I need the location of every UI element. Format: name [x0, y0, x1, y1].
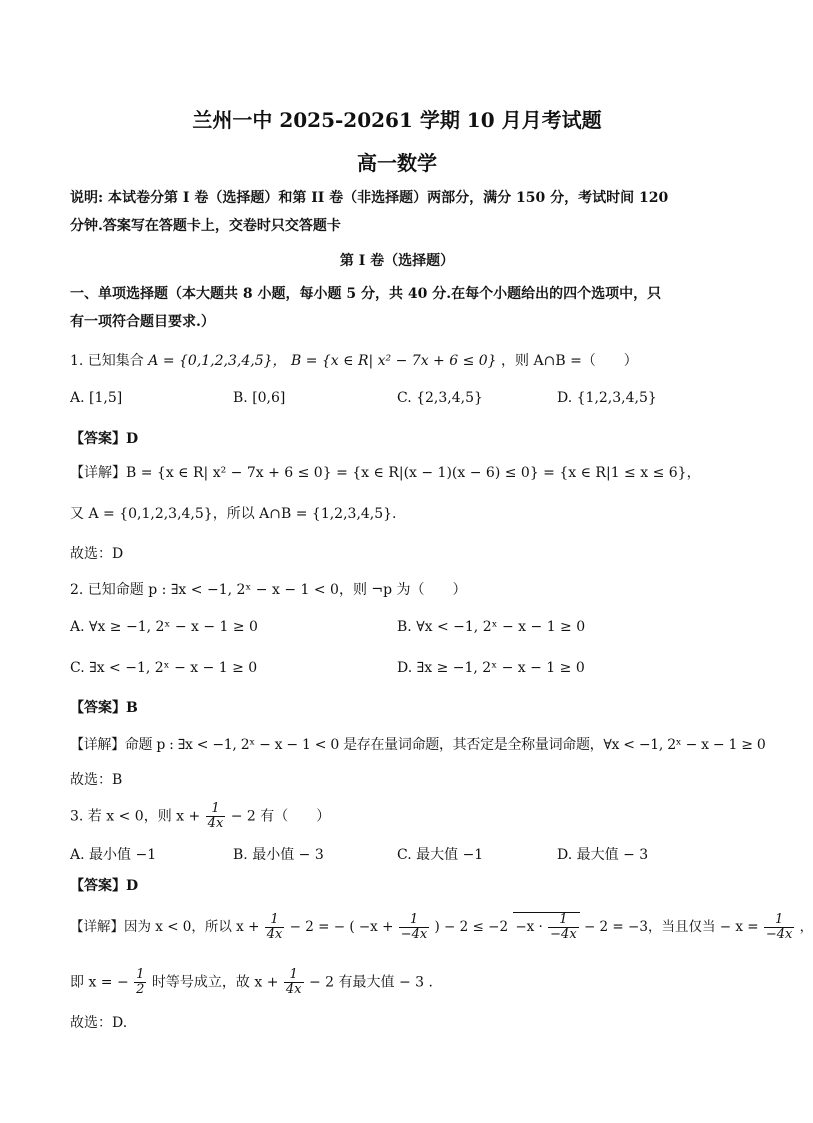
q2-detail: 【详解】命题 p : ∃x < −1, 2ˣ − x − 1 < 0 是存在量词命题，其否定是全称量词命题，∀x < −1, 2ˣ − x − 1 ≥ 0: [70, 737, 766, 753]
q1-detail-line-2: 又 A = {0,1,2,3,4,5}，所以 A∩B = {1,2,3,4,5}.: [70, 506, 397, 522]
q1-option-d: D. {1,2,3,4,5}: [557, 390, 657, 406]
q3-detail-b: − 2 = −: [289, 919, 346, 935]
q2-option-b: B. ∀x < −1, 2ˣ − x − 1 ≥ 0: [397, 619, 586, 635]
q3-detail-frac-3: [548, 913, 579, 942]
q1-option-a: A. [1,5]: [70, 390, 123, 406]
instructions-line-2: 分钟.答案写在答题卡上，交卷时只交答题卡: [70, 218, 341, 234]
q3-stem-fraction-num: 1: [206, 802, 226, 817]
q3-stem-fraction-den: 4x: [207, 816, 224, 831]
frac-den: −4x: [550, 927, 577, 942]
q1-stem-suffix: ，则 A∩B =（ ）: [501, 353, 638, 369]
q3-choice: 故选：D.: [70, 1015, 128, 1031]
q3-answer: 【答案】D: [70, 878, 139, 894]
q1-answer: 【答案】D: [70, 431, 139, 447]
exam-subject: 高一数学: [357, 151, 437, 175]
q3-detail-frac-4: [764, 913, 795, 942]
q3-detail-c: ( −x +: [349, 919, 394, 935]
q3-stem-suffix: − 2 有（ ）: [230, 808, 331, 825]
q2-choice: 故选：B: [70, 772, 123, 788]
q2-option-c: C. ∃x < −1, 2ˣ − x − 1 ≥ 0: [70, 660, 258, 676]
q3-option-a: A. 最小值 −1: [70, 847, 157, 863]
q1-choice: 故选：D: [70, 546, 124, 562]
q3-detail-frac-2: [399, 913, 430, 942]
q3-stem-fraction: [206, 802, 226, 831]
frac-num: 1: [265, 913, 285, 928]
frac-num: 1: [136, 967, 145, 982]
frac-den: −4x: [400, 927, 428, 942]
q3-detail-line-1: [70, 912, 813, 942]
q3-detail-line-2: [70, 968, 730, 997]
q1-stem: [70, 350, 730, 370]
instructions-line-1: 说明: 本试卷分第 I 卷（选择题）和第 II 卷（非选择题）两部分，满分 150 分，考试时间 120: [70, 190, 669, 206]
q3-detail-f: − 2 = −3，当且仅当 − x =: [583, 919, 759, 935]
q2-option-d: D. ∃x ≥ −1, 2ˣ − x − 1 ≥ 0: [397, 660, 585, 676]
q2-option-a: A. ∀x ≥ −1, 2ˣ − x − 1 ≥ 0: [70, 619, 258, 635]
q3-option-b: B. 最小值 − 3: [233, 847, 324, 863]
section-label: 第 I 卷（选择题）: [339, 253, 455, 269]
part1-heading-line-1: 一、单项选择题（本大题共 8 小题，每小题 5 分，共 40 分.在每个小题给出的四个选项中，只: [70, 286, 662, 302]
q3-line2-c: − 2 有最大值 − 3 .: [308, 974, 433, 991]
q3-line2-frac: [284, 968, 304, 997]
q3-stem: [70, 802, 730, 831]
q1-set-a: A = {0,1,2,3,4,5}，: [148, 353, 287, 369]
frac-num: 1: [764, 913, 795, 928]
frac-den: 4x: [266, 927, 283, 942]
q3-option-c: C. 最大值 −1: [397, 847, 484, 863]
q3-detail-frac-1: [265, 913, 285, 942]
q3-line2-half: [134, 968, 146, 997]
q3-detail-sqrt: [513, 912, 579, 942]
frac-den: −4x: [765, 927, 793, 942]
q2-answer: 【答案】B: [70, 700, 138, 716]
q3-detail-g: ，: [799, 919, 813, 935]
exam-title: 兰州一中 2025-20261 学期 10 月月考试题: [192, 108, 602, 132]
q3-line2-a: 即 x = −: [70, 974, 129, 991]
q1-stem-prefix: 1. 已知集合: [70, 353, 144, 369]
frac-den: 4x: [285, 982, 302, 997]
q3-detail-a: 【详解】因为 x < 0，所以 x +: [70, 919, 260, 935]
q3-stem-prefix: 3. 若 x < 0，则 x +: [70, 808, 201, 825]
frac-num: 1: [548, 913, 579, 928]
part1-heading-line-2: 有一项符合题目要求.）: [70, 314, 215, 330]
frac-num: 1: [284, 968, 304, 983]
q3-line2-b: 时等号成立，故 x +: [151, 974, 279, 991]
q3-option-d: D. 最大值 − 3: [557, 847, 649, 863]
q1-option-c: C. {2,3,4,5}: [397, 390, 483, 406]
q1-option-b: B. [0,6]: [233, 390, 286, 406]
q2-stem: 2. 已知命题 p : ∃x < −1, 2ˣ − x − 1 < 0，则 ¬p 为（ ）: [70, 582, 467, 598]
q3-detail-d: ) − 2 ≤ −2: [434, 919, 509, 935]
q3-detail-e: −x ·: [515, 919, 543, 935]
q1-detail-line-1: 【详解】B = {x ∈ R| x² − 7x + 6 ≤ 0} = {x ∈ R|(x − 1)(x − 6) ≤ 0} = {x ∈ R|1 ≤ x ≤ 6}，: [70, 465, 701, 481]
frac-den: 2: [136, 982, 145, 997]
frac-num: 1: [399, 913, 430, 928]
q1-set-b: B = {x ∈ R| x² − 7x + 6 ≤ 0}: [290, 353, 497, 369]
